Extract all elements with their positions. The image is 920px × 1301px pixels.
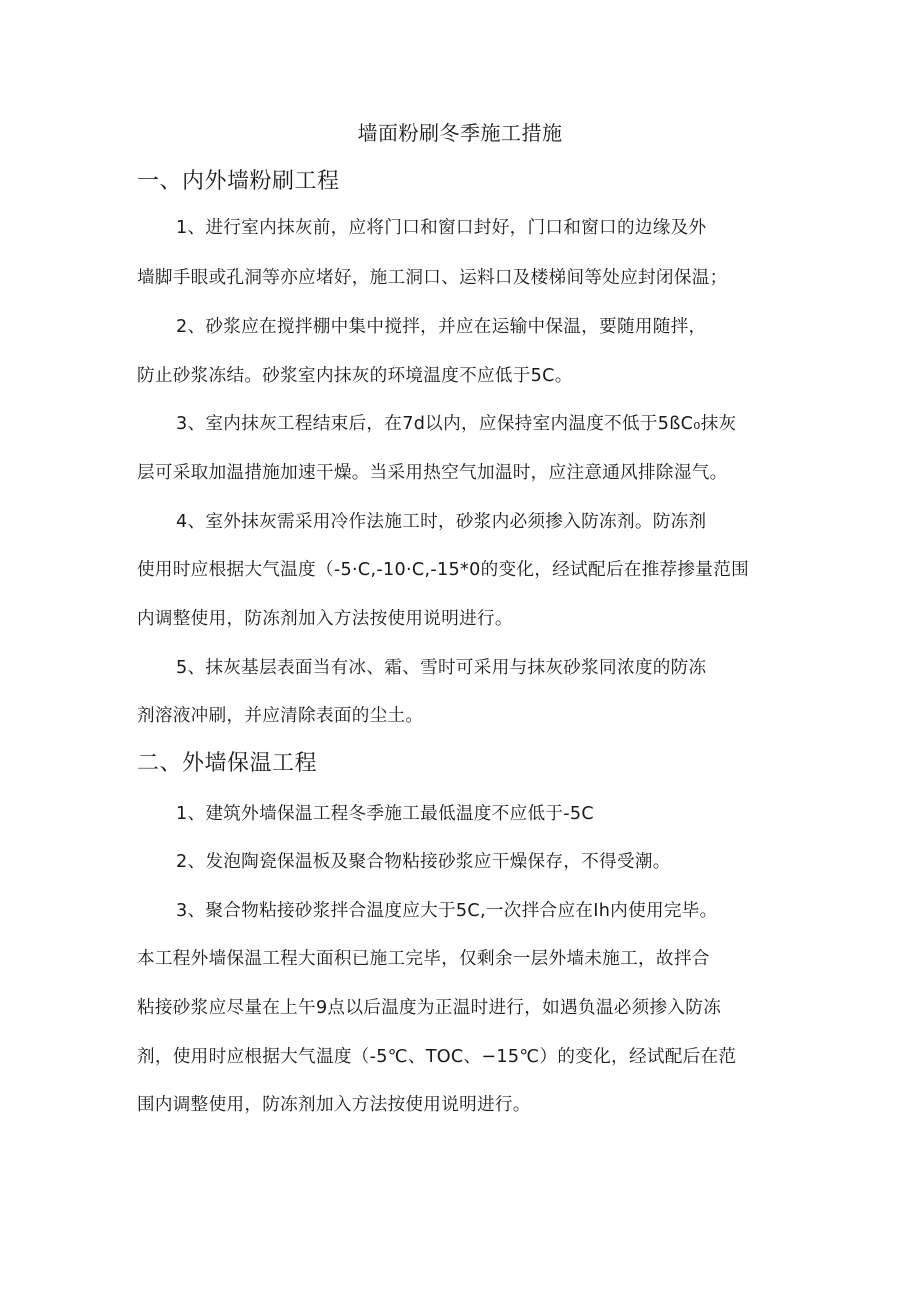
paragraph-line: 3、聚合物粘接砂浆拌合温度应大于5C,一次拌合应在Ih内使用完毕。 xyxy=(176,901,718,921)
section-heading-interior-exterior-plastering: 一、内外墙粉刷工程 xyxy=(137,169,340,194)
paragraph-line: 围内调整使用，防冻剂加入方法按使用说明进行。 xyxy=(137,1095,531,1115)
paragraph-line: 1、进行室内抹灰前，应将门口和窗口封好，门口和窗口的边缘及外 xyxy=(176,218,707,238)
paragraph-line: 使用时应根据大气温度（-5·C,-10·C,-15*0的变化，经试配后在推荐掺量范围 xyxy=(137,560,749,580)
paragraph-line: 剂溶液冲刷，并应清除表面的尘土。 xyxy=(137,706,424,726)
paragraph-line: 层可采取加温措施加速干燥。当采用热空气加温时，应注意通风排除湿气。 xyxy=(137,463,728,483)
paragraph-line: 1、建筑外墙保温工程冬季施工最低温度不应低于-5C xyxy=(176,804,594,824)
paragraph-line: 内调整使用，防冻剂加入方法按使用说明进行。 xyxy=(137,609,513,629)
paragraph-line: 墙脚手眼或孔洞等亦应堵好，施工洞口、运料口及楼梯间等处应封闭保温； xyxy=(137,268,728,288)
paragraph-line: 本工程外墙保温工程大面积已施工完毕，仅剩余一层外墙未施工，故拌合 xyxy=(137,949,710,969)
paragraph-line: 粘接砂浆应尽量在上午9点以后温度为正温时进行，如遇负温必须掺入防冻 xyxy=(137,998,722,1018)
paragraph-line: 防止砂浆冻结。砂浆室内抹灰的环境温度不应低于5C。 xyxy=(137,366,573,386)
paragraph-line: 4、室外抹灰需采用冷作法施工时，砂浆内必须掺入防冻剂。防冻剂 xyxy=(176,512,707,532)
paragraph-line: 2、砂浆应在搅拌棚中集中搅拌，并应在运输中保温，要随用随拌， xyxy=(176,317,707,337)
paragraph-line: 2、发泡陶瓷保温板及聚合物粘接砂浆应干燥保存，不得受潮。 xyxy=(176,852,671,872)
paragraph-line: 剂，使用时应根据大气温度（-5℃、TOC、−15℃）的变化，经试配后在范 xyxy=(137,1047,737,1067)
section-heading-exterior-insulation: 二、外墙保温工程 xyxy=(137,751,318,776)
paragraph-line: 3、室内抹灰工程结束后，在7d以内，应保持室内温度不低于5ßC₀抹灰 xyxy=(176,414,737,434)
paragraph-line: 5、抹灰基层表面当有冰、霜、雪时可采用与抹灰砂浆同浓度的防冻 xyxy=(176,658,707,678)
page-title: 墙面粉刷冬季施工措施 xyxy=(357,121,563,145)
